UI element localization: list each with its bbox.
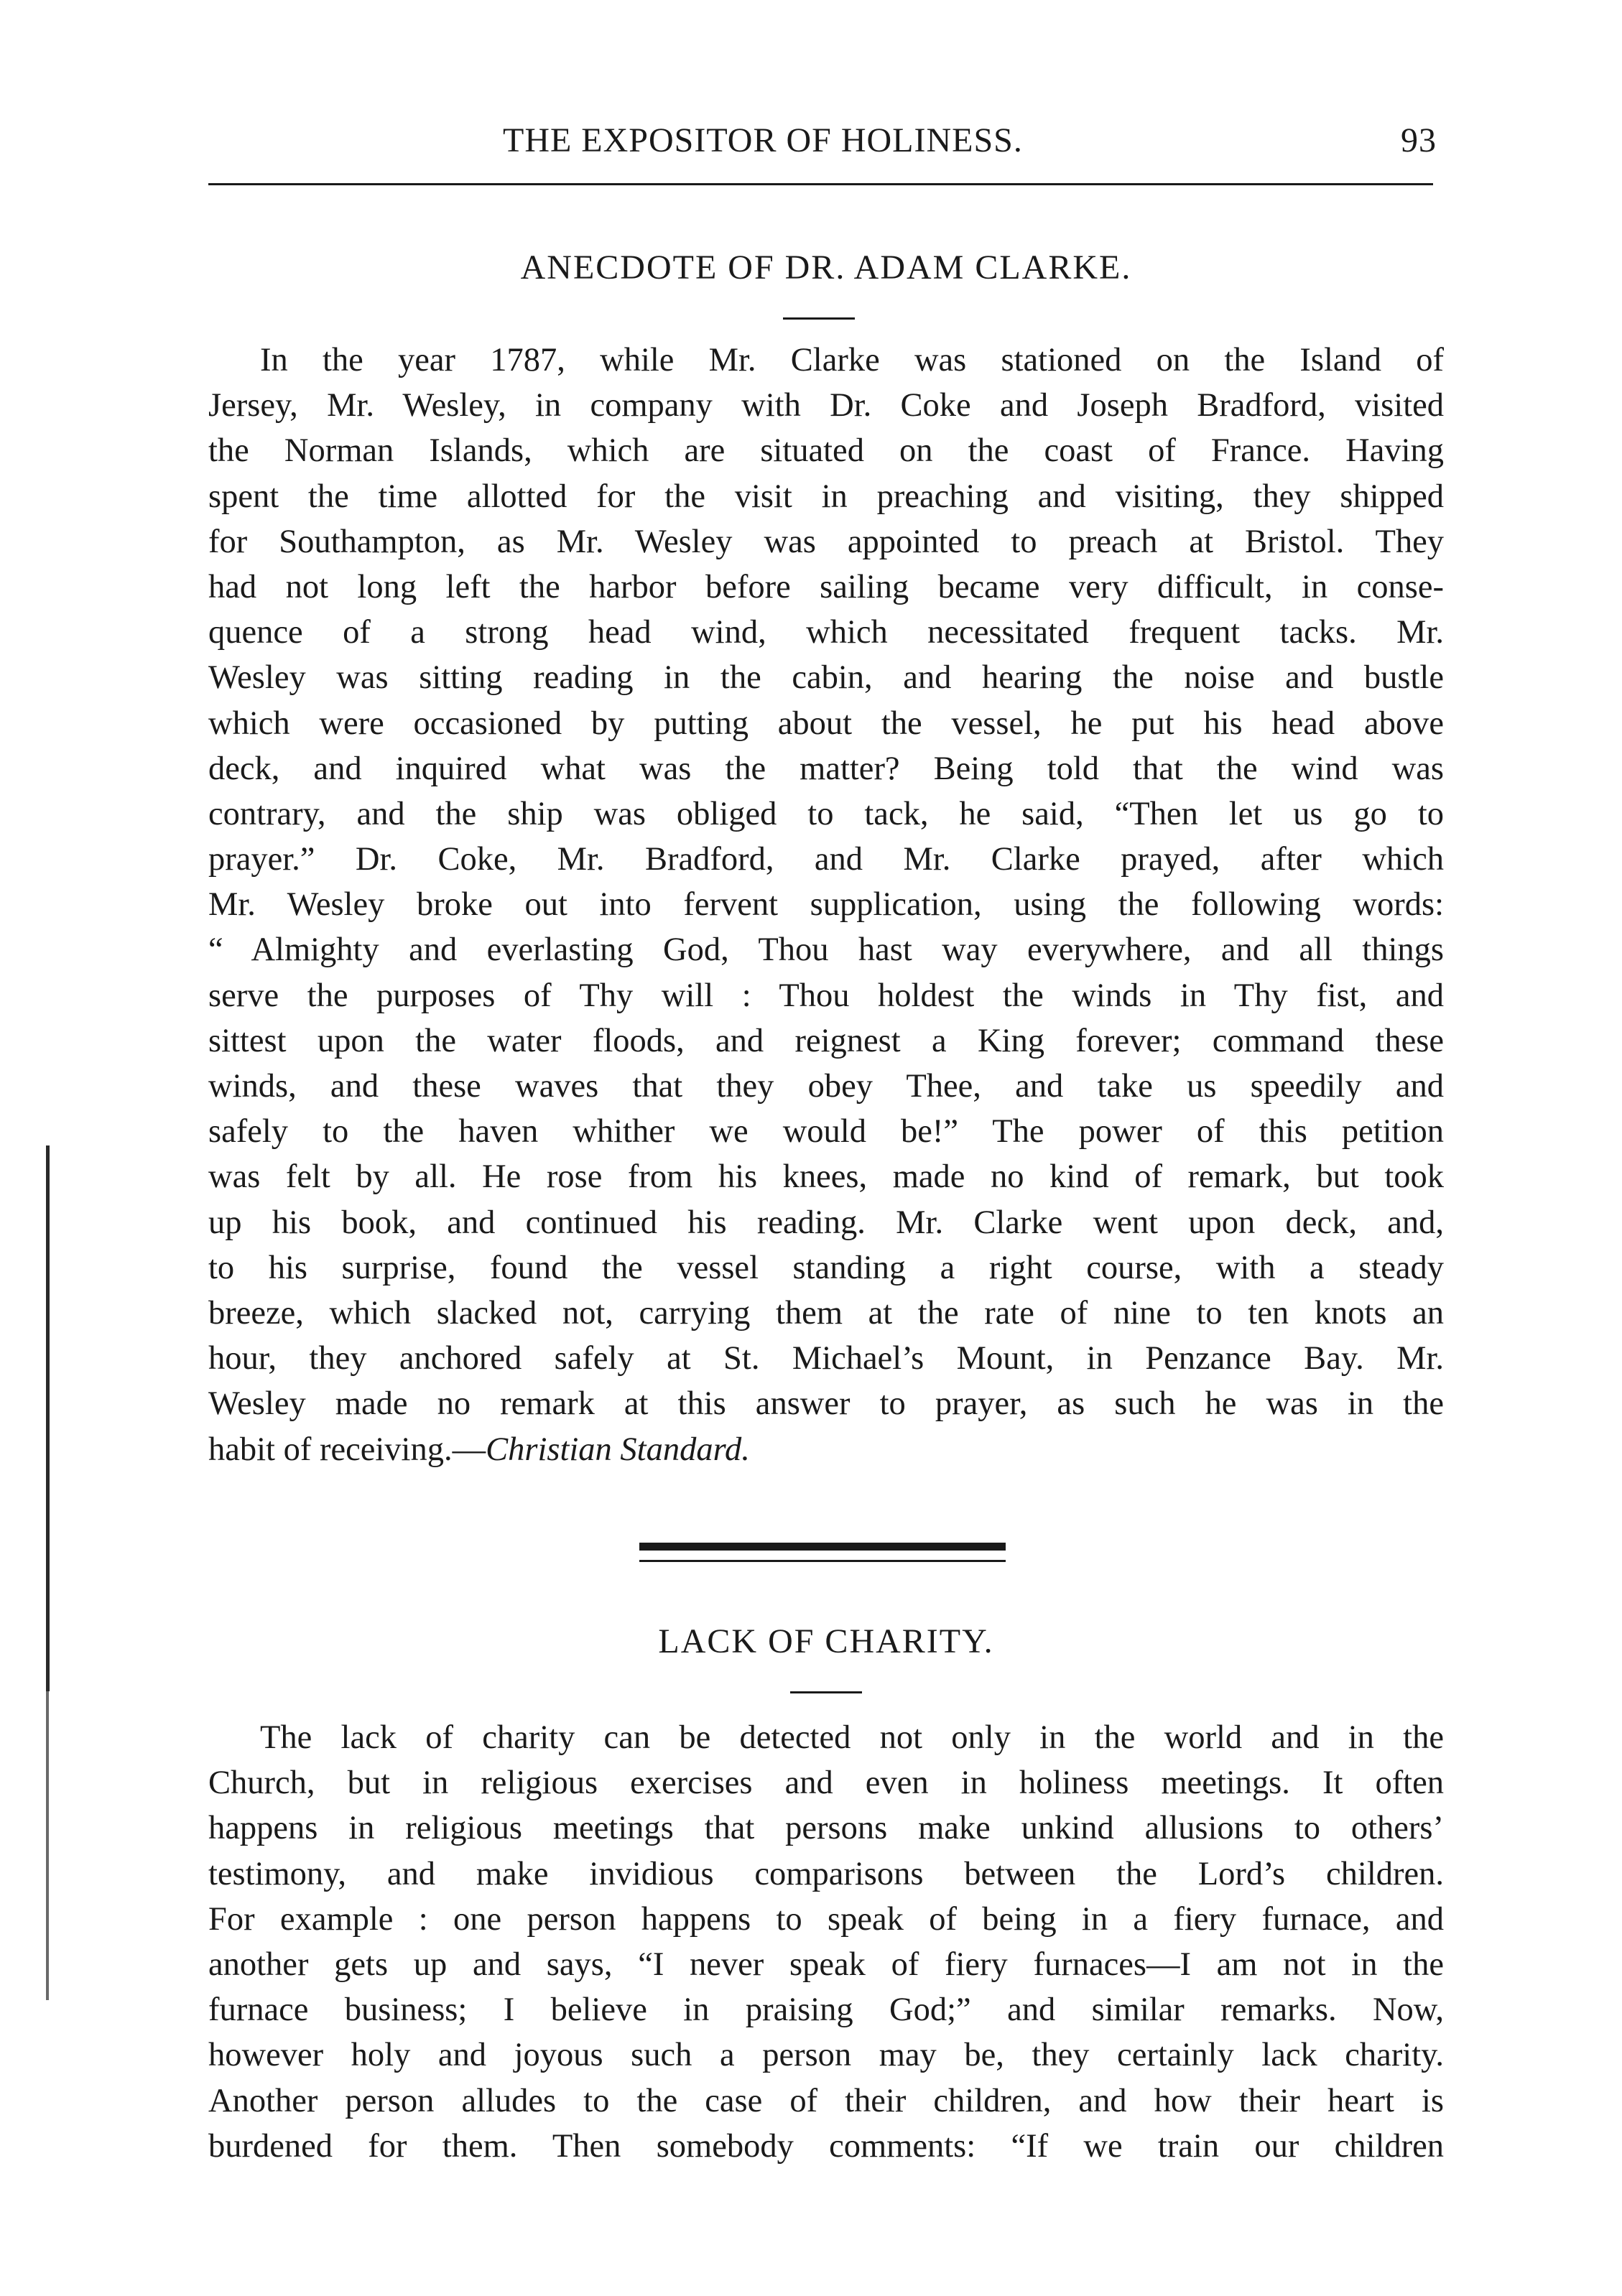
text-line: deck, and inquired what was the matter? Being told that the wind was	[208, 750, 1444, 787]
source-citation: Christian Standard.	[486, 1431, 750, 1468]
text-line: spent the time allotted for the visit in preaching and visiting, they shipped	[208, 478, 1444, 515]
text-line: Wesley was sitting reading in the cabin, and hearing the noise and bustle	[208, 659, 1444, 697]
text-line: Mr. Wesley broke out into fervent supplication, using the following words:	[208, 886, 1444, 924]
text-line: another gets up and says, “I never speak of fiery furnaces—I am not in the	[208, 1946, 1444, 1983]
running-title: THE EXPOSITOR OF HOLINESS.	[503, 121, 1023, 159]
text-line: up his book, and continued his reading. Mr. Clarke went upon deck, and,	[208, 1204, 1444, 1241]
text-line: safely to the haven whither we would be!” The power of this petition	[208, 1113, 1444, 1151]
text-line: Wesley made no remark at this answer to prayer, as such he was in the	[208, 1385, 1444, 1423]
text-line: breeze, which slacked not, carrying them at the rate of nine to ten knots an	[208, 1294, 1444, 1331]
page-number: 93	[1401, 121, 1437, 159]
section-divider	[639, 1543, 1006, 1571]
text-line: winds, and these waves that they obey Thee, and take us speedily and	[208, 1068, 1444, 1105]
final-line-text: habit of receiving.—	[208, 1431, 486, 1468]
text-line: For example : one person happens to speak of being in a fiery furnace, and	[208, 1900, 1444, 1938]
text-line: testimony, and make invidious comparisons between the Lord’s children.	[208, 1855, 1444, 1892]
text-line: the Norman Islands, which are situated on the coast of France. Having	[208, 432, 1444, 470]
article-title-anecdote: ANECDOTE OF DR. ADAM CLARKE.	[520, 248, 1132, 287]
divider-thin-rule	[639, 1560, 1006, 1562]
text-line: prayer.” Dr. Coke, Mr. Bradford, and Mr. Clarke prayed, after which	[208, 841, 1444, 878]
text-line: contrary, and the ship was obliged to tack, he said, “Then let us go to	[208, 795, 1444, 832]
text-line: happens in religious meetings that persons make unkind allusions to others’	[208, 1810, 1444, 1847]
page	[208, 0, 1444, 2296]
text-line: hour, they anchored safely at St. Michael’s Mount, in Penzance Bay. Mr.	[208, 1340, 1444, 1377]
running-header	[208, 121, 1444, 164]
article-title-lack-of-charity: LACK OF CHARITY.	[658, 1622, 994, 1660]
article-body-lack-of-charity	[208, 1715, 1444, 2169]
text-line-final	[208, 1427, 1444, 1472]
text-line: The lack of charity can be detected not only in the world and in the	[260, 1719, 1444, 1756]
text-line: Church, but in religious exercises and even in holiness meetings. It often	[208, 1765, 1444, 1802]
text-line: burdened for them. Then somebody comments: “If we train our children	[208, 2127, 1444, 2165]
margin-binding-mark	[46, 1691, 49, 2000]
article-body-anecdote	[208, 338, 1444, 1472]
title-rule	[790, 1691, 862, 1693]
text-line: furnace business; I believe in praising God;” and similar remarks. Now,	[208, 1991, 1444, 2029]
text-line: to his surprise, found the vessel standing a right course, with a steady	[208, 1249, 1444, 1286]
text-line: In the year 1787, while Mr. Clarke was stationed on the Island of	[260, 342, 1444, 378]
text-line: Another person alludes to the case of their children, and how their heart is	[208, 2082, 1444, 2119]
text-line: was felt by all. He rose from his knees, made no kind of remark, but took	[208, 1158, 1444, 1196]
text-line: sittest upon the water floods, and reignest a King forever; command these	[208, 1022, 1444, 1059]
title-rule	[783, 317, 855, 320]
text-line: Jersey, Mr. Wesley, in company with Dr. Coke and Joseph Bradford, visited	[208, 387, 1444, 424]
text-line: quence of a strong head wind, which necessitated frequent tacks. Mr.	[208, 614, 1444, 651]
header-rule	[208, 183, 1433, 185]
divider-thick-rule	[639, 1543, 1006, 1551]
margin-binding-mark	[46, 1145, 50, 1691]
text-line: “ Almighty and everlasting God, Thou hast way everywhere, and all things	[208, 931, 1444, 969]
text-line: serve the purposes of Thy will : Thou holdest the winds in Thy fist, and	[208, 977, 1444, 1014]
text-line: however holy and joyous such a person may be, they certainly lack charity.	[208, 2037, 1444, 2074]
text-line: for Southampton, as Mr. Wesley was appointed to preach at Bristol. They	[208, 523, 1444, 560]
text-line: which were occasioned by putting about the vessel, he put his head above	[208, 705, 1444, 742]
text-line: had not long left the harbor before sailing became very difficult, in conse-	[208, 568, 1444, 605]
